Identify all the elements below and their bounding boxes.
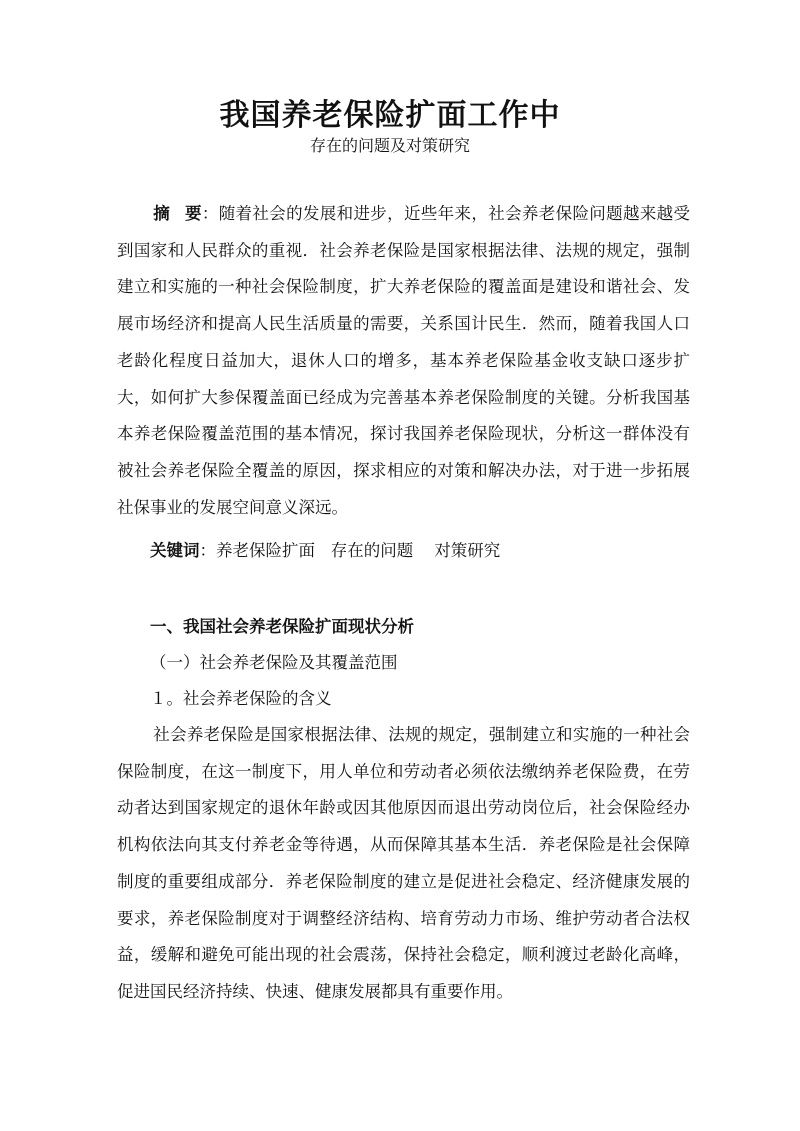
abstract-label-end: 要 (185, 204, 202, 223)
document-title: 我国养老保险扩面工作中 (219, 98, 561, 133)
abstract-paragraph (117, 196, 690, 526)
keywords-label: 关键词 (150, 541, 200, 560)
keywords-text: ：养老保险扩面 存在的问题 对策研究 (199, 541, 501, 560)
keywords-line (150, 533, 500, 569)
document-subtitle: 存在的问题及对策研究 (309, 136, 470, 155)
abstract-text: ：随着社会的发展和进步，近些年来，社会养老保险问题越来越受到国家和人民群众的重视．社会养老保险是国家根据法律、法规的规定，强制建立和实施的一种社会保险制度，扩大养老保险的覆盖面是建设和谐社会、发展市场经济和提高人民生活质量的需要，关系国计民生．然而，随着我国人口老龄化程度日益加大，退休人口的增多，基本养老保险基金收支缺口逐步扩大，如何扩大参保覆盖面已经成为完善基本养老保险制度的关键。分析我国基本养老保险覆盖范围的基本情况，探讨我国养老保险现状，分析这一群体没有被社会养老保险全覆盖的原因，探求相应的对策和解决办法，对于进一步拓展社保事业的发展空间意义深远。 (117, 204, 691, 517)
subsection-heading: （一）社会养老保险及其覆盖范围 (150, 653, 398, 672)
body-paragraph: 社会养老保险是国家根据法律、法规的规定，强制建立和实施的一种社会保险制度，在这一制度下，用人单位和劳动者必须依法缴纳养老保险费，在劳动者达到国家规定的退休年龄或因其他原因而退出劳动岗位后，社会保险经办机构依法向其支付养老金等待遇，从而保障其基本生活．养老保险是社会保障制度的重要组成部分．养老保险制度的建立是促进社会稳定、经济健康发展的要求，养老保险制度对于调整经济结构、培育劳动力市场、维护劳动者合法权益，缓解和避免可能出现的社会震荡，保持社会稳定，顺利渡过老龄化高峰，促进国民经济持续、快速、健康发展都具有重要作用。 (117, 725, 690, 1001)
subsubsection-heading: １。社会养老保险的含义 (150, 689, 332, 708)
abstract-label: 摘 (153, 204, 185, 223)
section-heading: 一、我国社会养老保险扩面现状分析 (150, 617, 414, 636)
